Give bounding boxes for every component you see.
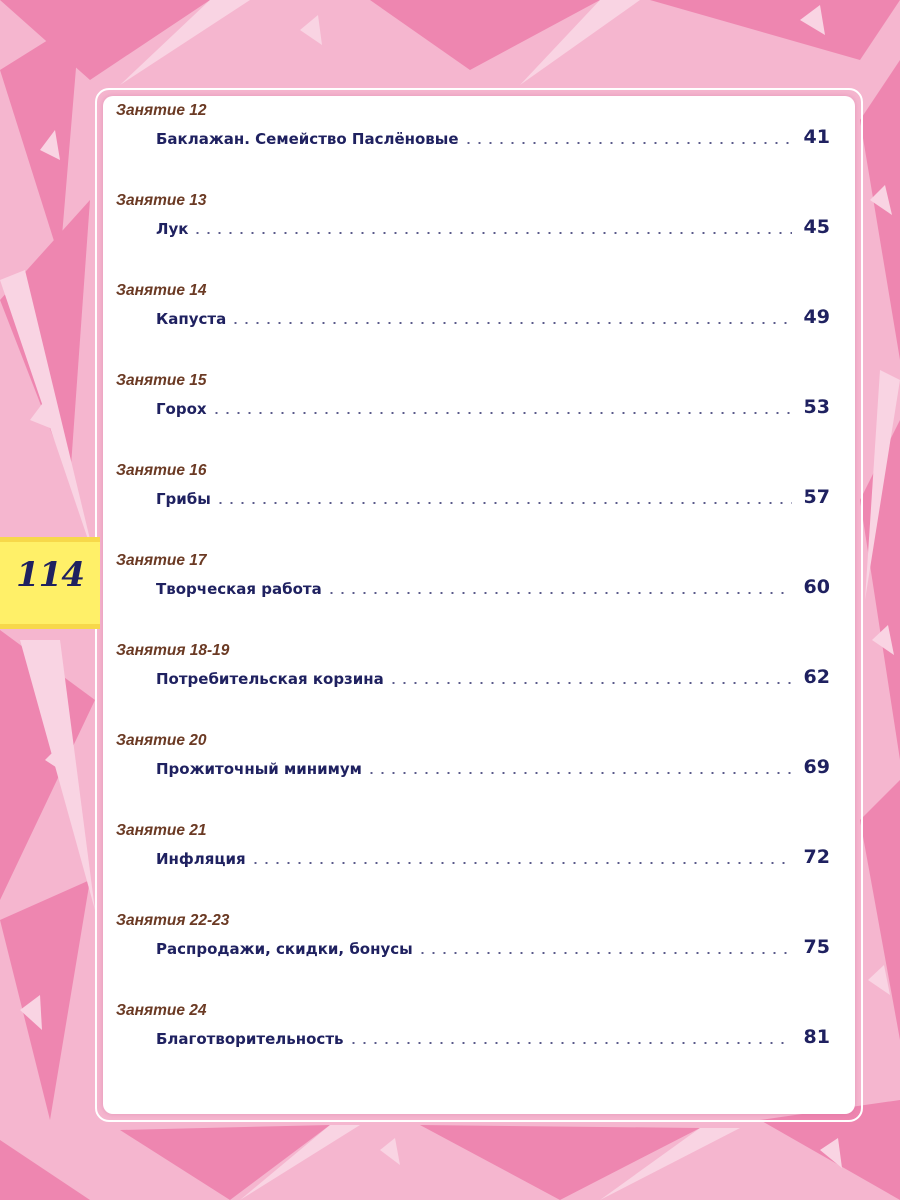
toc-title: Горох: [156, 400, 207, 418]
toc-leader-dots: [366, 772, 792, 774]
toc-leader-dots: [463, 142, 792, 144]
toc-page-number: 60: [803, 576, 830, 598]
toc-title: Прожиточный минимум: [156, 760, 362, 778]
toc-lesson-label: Занятие 20: [116, 732, 207, 749]
toc-entry[interactable]: [116, 912, 830, 972]
toc-entry[interactable]: [116, 552, 830, 612]
toc-title: Грибы: [156, 490, 211, 508]
toc-leader-dots: [192, 232, 792, 234]
toc-lesson-label: Занятие 17: [116, 552, 207, 569]
toc-page-number: 53: [803, 396, 830, 418]
toc-lesson-label: Занятие 13: [116, 192, 207, 209]
toc-title: Инфляция: [156, 850, 246, 868]
toc-lesson-label: Занятия 18-19: [116, 642, 230, 659]
toc-lesson-label: Занятия 22-23: [116, 912, 230, 929]
toc-title: Лук: [156, 220, 189, 238]
toc-entry[interactable]: [116, 192, 830, 252]
toc-lesson-label: Занятие 12: [116, 102, 207, 119]
toc-leader-dots: [250, 862, 792, 864]
toc-entry[interactable]: [116, 282, 830, 342]
toc-leader-dots: [348, 1042, 793, 1044]
toc-page-number: 72: [803, 846, 830, 868]
toc-lesson-label: Занятие 24: [116, 1002, 207, 1019]
toc-entry[interactable]: [116, 642, 830, 702]
toc-lesson-label: Занятие 14: [116, 282, 207, 299]
toc-entry[interactable]: [116, 1002, 830, 1062]
toc-title: Потребительская корзина: [156, 670, 384, 688]
toc-title: Распродажи, скидки, бонусы: [156, 940, 413, 958]
toc-page-number: 45: [803, 216, 830, 238]
toc-entry[interactable]: [116, 372, 830, 432]
toc-leader-dots: [417, 952, 792, 954]
toc-title: Творческая работа: [156, 580, 322, 598]
toc-leader-dots: [388, 682, 792, 684]
toc-page-number: 57: [803, 486, 830, 508]
page-number: 114: [16, 555, 84, 595]
toc-entry[interactable]: [116, 462, 830, 522]
toc-title: Капуста: [156, 310, 227, 328]
toc-entry[interactable]: [116, 102, 830, 162]
toc-page-number: 75: [803, 936, 830, 958]
toc-entry[interactable]: [116, 732, 830, 792]
toc-leader-dots: [215, 502, 792, 504]
toc-page-number: 62: [803, 666, 830, 688]
toc-page-number: 69: [803, 756, 830, 778]
toc-page-number: 49: [803, 306, 830, 328]
toc-entry[interactable]: [116, 822, 830, 882]
toc-title: Благотворительность: [156, 1030, 344, 1048]
toc-page-number: 81: [803, 1026, 830, 1048]
toc-lesson-label: Занятие 21: [116, 822, 207, 839]
toc-title: Баклажан. Семейство Паслёновые: [156, 130, 459, 148]
toc-page-number: 41: [803, 126, 830, 148]
toc-leader-dots: [211, 412, 792, 414]
toc-lesson-label: Занятие 16: [116, 462, 207, 479]
toc-lesson-label: Занятие 15: [116, 372, 207, 389]
toc-leader-dots: [326, 592, 792, 594]
toc-leader-dots: [230, 322, 792, 324]
